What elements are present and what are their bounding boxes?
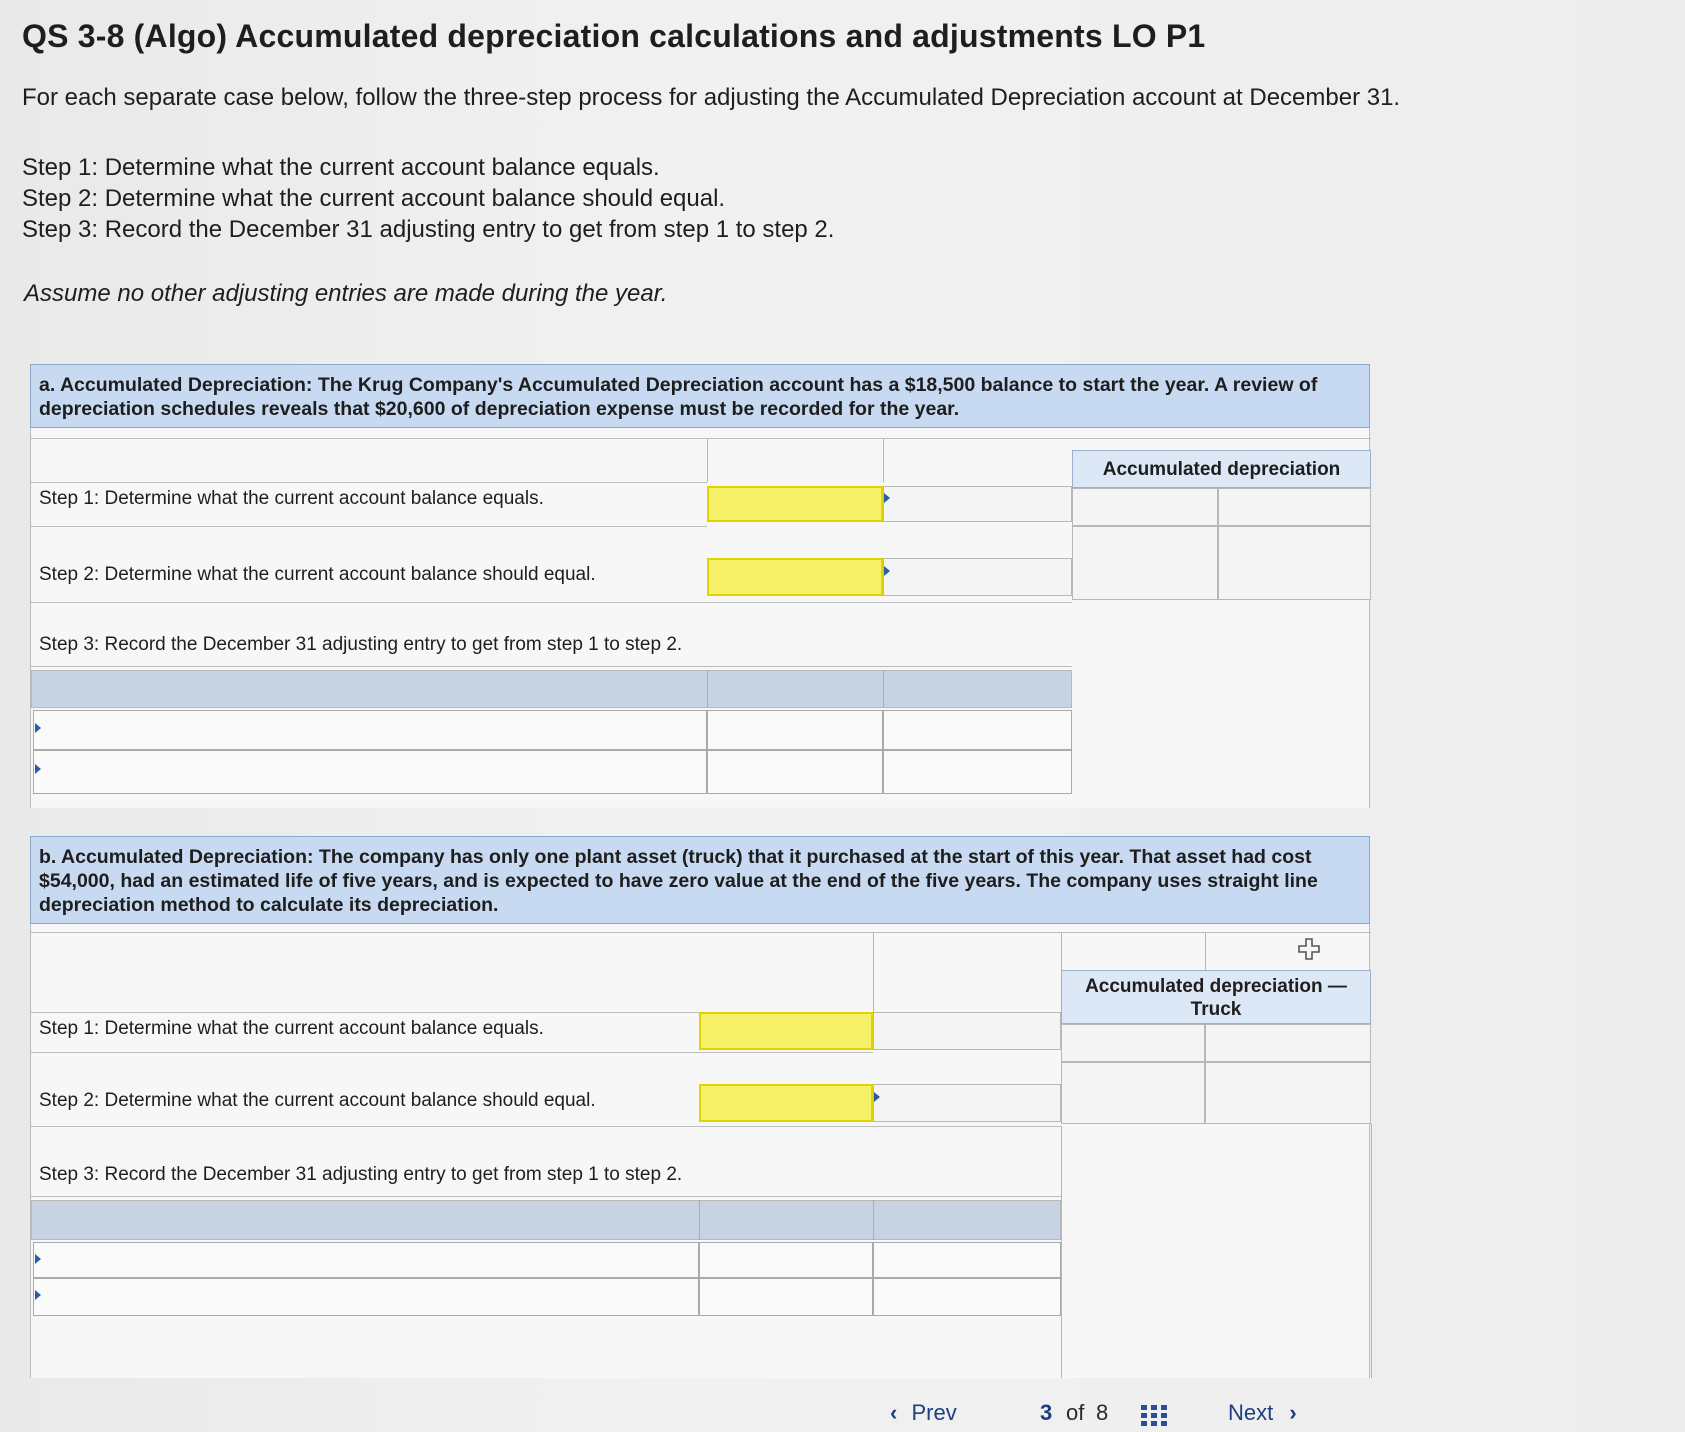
current-page: 3 xyxy=(1040,1400,1053,1425)
case-a-t-credit-2[interactable] xyxy=(1218,526,1371,600)
add-icon[interactable] xyxy=(1296,936,1322,962)
case-a-step2-label: Step 2: Determine what the current account balance should equal. xyxy=(39,564,596,585)
case-b-step1-amount[interactable] xyxy=(873,1012,1061,1050)
case-a xyxy=(30,364,1370,808)
case-b-step1-label: Step 1: Determine what the current account balance equals. xyxy=(39,1018,544,1039)
case-a-t-debit-2[interactable] xyxy=(1072,526,1218,600)
case-a-step2-input[interactable] xyxy=(707,558,883,596)
case-a-step1-label: Step 1: Determine what the current account balance equals. xyxy=(39,488,544,509)
case-b-step2-input[interactable] xyxy=(699,1084,873,1122)
chevron-left-icon: ‹ xyxy=(890,1400,898,1425)
case-b-step3-label: Step 3: Record the December 31 adjusting entry to get from step 1 to step 2. xyxy=(39,1164,683,1185)
case-a-step1-input[interactable] xyxy=(707,486,883,522)
case-a-journal-header xyxy=(31,670,1072,708)
step-1-text: Step 1: Determine what the current account balance equals. xyxy=(22,154,660,181)
case-a-journal-account-1[interactable] xyxy=(33,710,707,750)
case-b-t-credit-1[interactable] xyxy=(1205,1024,1371,1062)
case-b-heading: b. Accumulated Depreciation: The company has only one plant asset (truck) that it purchased at the start of this year. That asset had cost $54,000, had an estimated life of five years, and is expected to have zero value at the end of the five years. The company uses straight line depreciation method to calculate its depreciation. xyxy=(30,836,1370,924)
case-a-t-debit-1[interactable] xyxy=(1072,488,1218,526)
case-b-step2-amount[interactable] xyxy=(873,1084,1061,1122)
of-label: of xyxy=(1066,1400,1085,1425)
prev-button[interactable] xyxy=(890,1400,957,1426)
case-b-journal-account-2[interactable] xyxy=(33,1278,699,1316)
page-title: QS 3-8 (Algo) Accumulated depreciation calculations and adjustments LO P1 xyxy=(22,18,1206,54)
prev-label: Prev xyxy=(911,1400,957,1425)
grid-view-icon[interactable] xyxy=(1140,1404,1168,1432)
case-a-heading: a. Accumulated Depreciation: The Krug Company's Accumulated Depreciation account has a $18,500 balance to start the year. A review of depreciation schedules reveals that $20,600 of depreciation expense must be recorded for the year. xyxy=(30,364,1370,428)
case-a-step3-label: Step 3: Record the December 31 adjusting entry to get from step 1 to step 2. xyxy=(39,634,683,655)
case-b-journal-credit-1[interactable] xyxy=(873,1242,1061,1278)
case-a-account-1-dropdown-icon xyxy=(35,723,41,733)
case-b-t-debit-1[interactable] xyxy=(1061,1024,1205,1062)
case-b-step1-input[interactable] xyxy=(699,1012,873,1050)
case-b-t-credit-2[interactable] xyxy=(1205,1062,1371,1124)
case-a-t-account-title: Accumulated depreciation xyxy=(1072,450,1371,488)
step-2-text: Step 2: Determine what the current account balance should equal. xyxy=(22,185,726,212)
step-3-text: Step 3: Record the December 31 adjusting entry to get from step 1 to step 2. xyxy=(22,216,835,243)
case-a-t-credit-1[interactable] xyxy=(1218,488,1371,526)
case-b-account-1-dropdown-icon xyxy=(35,1254,41,1264)
next-button[interactable] xyxy=(1228,1400,1297,1426)
case-b-journal-account-1[interactable] xyxy=(33,1242,699,1278)
case-b-journal-credit-2[interactable] xyxy=(873,1278,1061,1316)
case-a-journal-credit-1[interactable] xyxy=(883,710,1072,750)
case-b-step2-dropdown-icon xyxy=(874,1092,880,1102)
case-a-step1-dropdown-icon xyxy=(884,493,890,503)
step-list xyxy=(22,152,834,245)
case-a-journal-credit-2[interactable] xyxy=(883,750,1072,794)
next-label: Next xyxy=(1228,1400,1274,1425)
case-b-account-2-dropdown-icon xyxy=(35,1290,41,1300)
case-b-journal-debit-2[interactable] xyxy=(699,1278,873,1316)
case-a-journal-debit-2[interactable] xyxy=(707,750,883,794)
case-a-step2-dropdown-icon xyxy=(884,566,890,576)
case-a-journal-debit-1[interactable] xyxy=(707,710,883,750)
assumption-note: Assume no other adjusting entries are made during the year. xyxy=(24,280,668,307)
case-a-step1-amount[interactable] xyxy=(883,486,1072,522)
case-b-t-debit-2[interactable] xyxy=(1061,1062,1205,1124)
case-b-journal-header xyxy=(31,1200,1061,1240)
case-b-step2-label: Step 2: Determine what the current account balance should equal. xyxy=(39,1090,596,1111)
instructions: For each separate case below, follow the three-step process for adjusting the Accumulated Depreciation account at December 31. xyxy=(22,84,1401,111)
case-b-journal-debit-1[interactable] xyxy=(699,1242,873,1278)
case-b-grid xyxy=(30,924,1370,1378)
case-b xyxy=(30,836,1370,1378)
case-a-grid xyxy=(30,428,1370,808)
total-pages: 8 xyxy=(1096,1400,1109,1425)
case-a-step2-amount[interactable] xyxy=(883,558,1072,596)
chevron-right-icon: › xyxy=(1289,1400,1297,1425)
case-a-account-2-dropdown-icon xyxy=(35,764,41,774)
case-a-journal-account-2[interactable] xyxy=(33,750,707,794)
case-b-t-account-title: Accumulated depreciation —Truck xyxy=(1061,970,1371,1024)
pagination xyxy=(0,1400,1685,1432)
